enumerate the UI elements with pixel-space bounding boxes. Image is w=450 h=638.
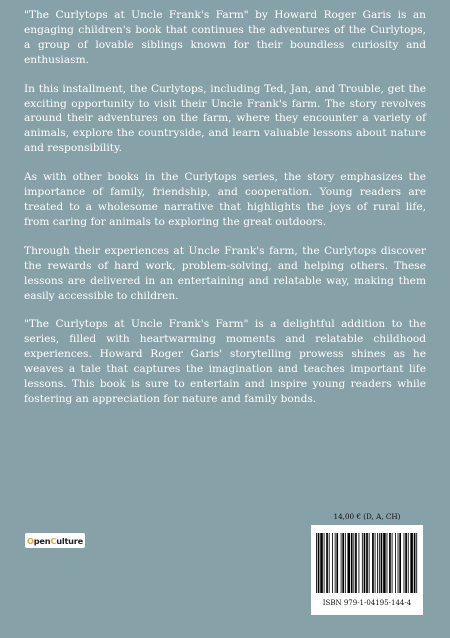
blurb-paragraph-4: Through their experiences at Uncle Frank's farm, the Curlytops discover the rewards of hard work, problem-solving, and helping others. These lessons are delivered in an entertaining and relatable way, making them easily accessible to children. [24, 244, 426, 302]
barcode-bar [359, 533, 360, 593]
barcode-bar [362, 533, 363, 593]
barcode-bar [347, 533, 350, 593]
barcode-bar [326, 533, 328, 593]
barcode-bar [392, 533, 393, 593]
barcode-bar [405, 533, 407, 593]
barcode-bar [377, 533, 378, 593]
barcode-graphic [316, 533, 418, 593]
blurb-paragraph-5: "The Curlytops at Uncle Frank's Farm" is a delightful addition to the series, filled with heartwarming moments and relatable childhood experiences. Howard Roger Garis' storytelling prowess shines as he weaves a tale that captures the imagination and teaches important life lessons. This book is sure to entertain and inspire young readers while fostering an appreciation for nature and family bonds. [24, 318, 426, 405]
barcode-bar [324, 533, 325, 593]
price-label: 14,00 € (D, A, CH) [333, 512, 401, 521]
barcode-bar [410, 533, 413, 593]
logo-text-pen: pen [33, 535, 51, 546]
barcode-bar [414, 533, 416, 593]
blurb-paragraph-2: In this installment, the Curlytops, including Ted, Jan, and Trouble, get the exciting opportunity to visit their Uncle Frank's farm. The story revolves around their adventures on the farm, where they encounter a variety of animals, explore the countryside, and learn valuable lessons about nature and responsibility. [24, 82, 426, 155]
barcode-bar [389, 533, 391, 593]
barcode-bar [399, 533, 401, 593]
barcode-bar [332, 533, 333, 593]
blurb-text [24, 8, 426, 421]
barcode-bar [318, 533, 320, 593]
barcode-bar [387, 533, 388, 593]
barcode-bar [369, 533, 370, 593]
barcode-bar [335, 533, 336, 593]
barcode-bar [379, 533, 380, 593]
isbn-label: ISBN 979-1-04195-144-4 [322, 599, 412, 607]
barcode-bar [336, 533, 338, 593]
barcode-bar [408, 533, 409, 593]
barcode-bar [398, 533, 399, 593]
barcode-bar [383, 533, 386, 593]
barcode-bar [355, 533, 357, 593]
barcode-bar [329, 533, 330, 593]
publisher-logo [25, 533, 85, 548]
barcode-bar [372, 533, 374, 593]
barcode-bar [375, 533, 376, 593]
barcode-bar [341, 533, 342, 593]
barcode-bar [316, 533, 317, 593]
barcode-bar [320, 533, 323, 593]
barcode-bar [381, 533, 383, 593]
barcode-bar [353, 533, 354, 593]
blurb-paragraph-3: As with other books in the Curlytops series, the story emphasizes the importance of family, friendship, and cooperation. Young readers are treated to a wholesome narrative that highlights the joys of rural life, from caring for animals to exploring the great outdoors. [24, 171, 426, 228]
barcode-bar [342, 533, 344, 593]
blurb-paragraph-1: "The Curlytops at Uncle Frank's Farm" by Howard Roger Garis is an engaging children's book that continues the adventures of the Curlytops, a group of lovable siblings known for their boundless curiosity and enthusiasm. [24, 9, 426, 66]
barcode-bar [345, 533, 346, 593]
logo-letter-o: O [26, 535, 34, 546]
barcode-bar [351, 533, 353, 593]
barcode-panel [311, 525, 423, 615]
logo-text-ulture: ulture [56, 535, 83, 546]
barcode-bar [416, 533, 417, 593]
logo-letter-c: C [50, 535, 57, 546]
barcode-bar [404, 533, 405, 593]
barcode-bar [366, 533, 368, 593]
barcode-block [311, 510, 423, 615]
barcode-bar [364, 533, 366, 593]
barcode-bar [395, 533, 396, 593]
